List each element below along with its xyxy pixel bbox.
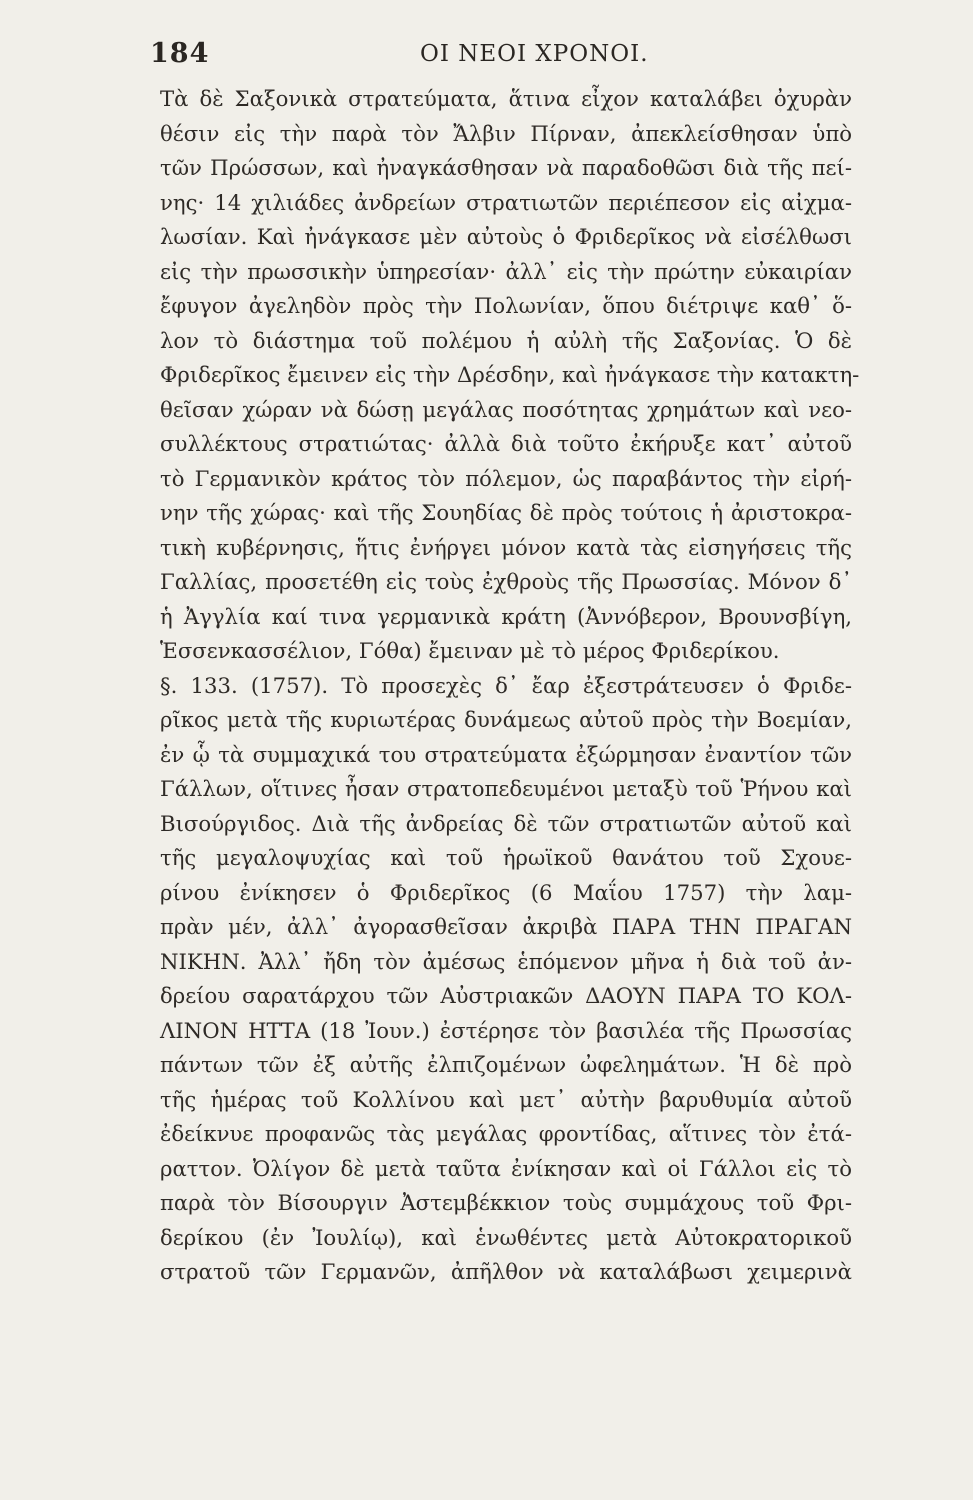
section-heading-line: §. 133. (1757). Τὸ προσεχὲς δ᾽ ἔαρ ἐξεστράτευσεν ὁ Φριδε- [160, 672, 852, 698]
text-line: ἔφυγον ἀγεληδὸν πρὸς τὴν Πολωνίαν, ὅπου διέτριψε καθ᾽ ὅ- [160, 293, 852, 318]
text-line: Τὰ δὲ Σαξονικὰ στρατεύματα, ἅτινα εἶχον καταλάβει ὀχυρὰν [160, 86, 852, 111]
page-number: 184 [150, 38, 210, 69]
text-line: νης· 14 χιλιάδες ἀνδρείων στρατιωτῶν περιέπεσον εἰς αἰχμα- [160, 189, 852, 215]
text-line: δερίκου (ἐν Ἰουλίῳ), καὶ ἑνωθέντες μετὰ Αὐτοκρατορικοῦ [160, 1224, 852, 1250]
text-line: Ἑσσενκασσέλιον, Γόθα) ἔμειναν μὲ τὸ μέρος Φριδερίκου. [160, 638, 780, 663]
text-line: ρῖκος μετὰ τῆς κυριωτέρας δυνάμεως αὐτοῦ πρὸς τὴν Βοεμίαν, [160, 707, 852, 732]
text-line: ρίνου ἐνίκησεν ὁ Φριδερῖκος (6 Μαΐου 1757) τὴν λαμ- [160, 879, 852, 905]
text-line: ΛΙΝΟΝ ΗΤΤΑ (18 Ἰουν.) ἐστέρησε τὸν βασιλέα τῆς Πρωσσίας [160, 1017, 852, 1043]
text-line: θέσιν εἰς τὴν παρὰ τὸν Ἄλβιν Πίρναν, ἀπεκλείσθησαν ὑπὸ [160, 120, 852, 146]
text-line: νην τῆς χώρας· καὶ τῆς Σουηδίας δὲ πρὸς τούτοις ἡ ἀριστοκρα- [160, 500, 852, 525]
text-line: ἡ Ἀγγλία καί τινα γερμανικὰ κράτη (Ἀννόβερον, Βρουνσβίγη, [160, 603, 852, 629]
text-line: τῆς ἡμέρας τοῦ Κολλίνου καὶ μετ᾽ αὐτὴν βαρυθυμία αὐτοῦ [160, 1086, 852, 1112]
text-line: Φριδερῖκος ἔμεινεν εἰς τὴν Δρέσδην, καὶ ἠνάγκασε τὴν κατακτη- [160, 362, 860, 387]
text-line: παρὰ τὸν Βίσουργιν Ἀστεμβέκκιον τοὺς συμμάχους τοῦ Φρι- [160, 1190, 852, 1215]
text-line: τῶν Πρώσσων, καὶ ἠναγκάσθησαν νὰ παραδοθῶσι διὰ τῆς πεί- [160, 155, 852, 180]
text-line: ἐν ᾧ τὰ συμμαχικά του στρατεύματα ἐξώρμησαν ἐναντίον τῶν [160, 741, 852, 767]
page-header [150, 38, 862, 78]
text-line: τικὴ κυβέρνησις, ἥτις ἐνήργει μόνον κατὰ τὰς εἰσηγήσεις τῆς [160, 534, 852, 560]
text-line: ραττον. Ὀλίγον δὲ μετὰ ταῦτα ἐνίκησαν καὶ οἱ Γάλλοι εἰς τὸ [160, 1155, 852, 1181]
text-line: Γαλλίας, προσετέθη εἰς τοὺς ἐχθροὺς τῆς Πρωσσίας. Μόνον δ᾽ [160, 569, 852, 594]
text-line: πάντων τῶν ἐξ αὐτῆς ἐλπιζομένων ὠφελημάτων. Ἡ δὲ πρὸ [160, 1052, 852, 1077]
text-line: εἰς τὴν πρωσσικὴν ὑπηρεσίαν· ἀλλ᾽ εἰς τὴν πρώτην εὐκαιρίαν [160, 258, 852, 284]
text-line: λωσίαν. Καὶ ἠνάγκασε μὲν αὐτοὺς ὁ Φριδερῖκος νὰ εἰσέλθωσι [160, 224, 852, 249]
text-line: δρείου σαρατάρχου τῶν Αὐστριακῶν ΔΑΟΥΝ ΠΑΡΑ ΤΟ ΚΟΛ- [160, 983, 852, 1008]
text-line: Βισούργιδος. Διὰ τῆς ἀνδρείας δὲ τῶν στρατιωτῶν αὐτοῦ καὶ [160, 810, 852, 836]
body-text [160, 82, 860, 1290]
text-line: τὸ Γερμανικὸν κράτος τὸν πόλεμον, ὡς παραβάντος τὴν εἰρή- [160, 465, 852, 491]
text-line: Γάλλων, οἵτινες ἦσαν στρατοπεδευμένοι μεταξὺ τοῦ Ῥήνου καὶ [160, 776, 852, 801]
text-line: ἐδείκνυε προφανῶς τὰς μεγάλας φροντίδας, αἵτινες τὸν ἐτά- [160, 1121, 852, 1146]
text-line: πρὰν μέν, ἀλλ᾽ ἀγορασθεῖσαν ἀκριβὰ ΠΑΡΑ ΤΗΝ ΠΡΑΓΑΝ [160, 914, 852, 939]
text-line: συλλέκτους στρατιώτας· ἀλλὰ διὰ τοῦτο ἐκήρυξε κατ᾽ αὐτοῦ [160, 431, 852, 456]
text-line: λον τὸ διάστημα τοῦ πολέμου ἡ αὐλὴ τῆς Σαξονίας. Ὁ δὲ [160, 327, 852, 353]
running-title: ΟΙ ΝΕΟΙ ΧΡΟΝΟΙ. [420, 41, 649, 67]
text-line: στρατοῦ τῶν Γερμανῶν, ἀπῆλθον νὰ καταλάβωσι χειμερινὰ [160, 1259, 852, 1284]
text-line: τῆς μεγαλοψυχίας καὶ τοῦ ἡρωϊκοῦ θανάτου τοῦ Σχουε- [160, 845, 852, 870]
text-line: θεῖσαν χώραν νὰ δώσῃ μεγάλας ποσότητας χρημάτων καὶ νεο- [160, 396, 852, 422]
text-line: ΝΙΚΗΝ. Ἀλλ᾽ ἤδη τὸν ἀμέσως ἑπόμενον μῆνα ἡ διὰ τοῦ ἀν- [160, 948, 852, 974]
